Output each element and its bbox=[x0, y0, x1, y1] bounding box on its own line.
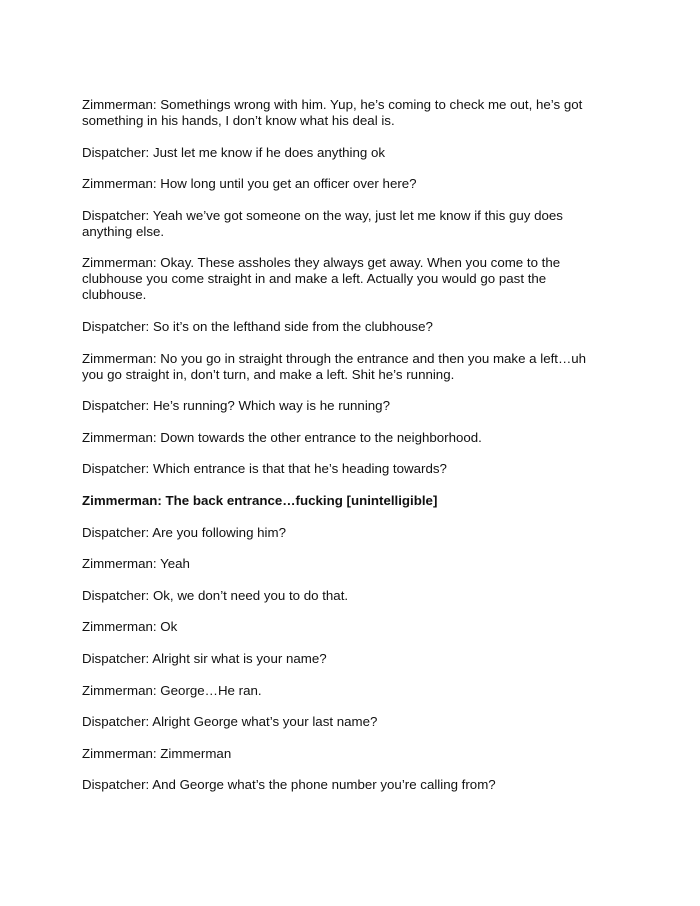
transcript-line: Dispatcher: Ok, we don’t need you to do that. bbox=[82, 587, 349, 603]
transcript-line: Zimmerman: George…He ran. bbox=[82, 682, 262, 698]
transcript-line: Zimmerman: Ok bbox=[82, 619, 178, 635]
transcript-line: Zimmerman: How long until you get an officer over here? bbox=[82, 176, 417, 192]
transcript-line: Dispatcher: Just let me know if he does anything ok bbox=[82, 144, 386, 160]
transcript-line: Dispatcher: So it’s on the lefthand side from the clubhouse? bbox=[82, 318, 433, 334]
transcript-line: Zimmerman: Okay. These assholes they always get away. When you come to the clubhouse you come straight in and make a left. Actually you would go past the clubhouse. bbox=[82, 255, 561, 303]
transcript-line: Zimmerman: Yeah bbox=[82, 556, 190, 572]
transcript-line: Dispatcher: And George what’s the phone number you’re calling from? bbox=[82, 777, 496, 793]
transcript-line: Dispatcher: Yeah we’ve got someone on the way, just let me know if this guy does anything else. bbox=[82, 207, 563, 239]
transcript-line: Zimmerman: No you go in straight through the entrance and then you make a left…uh you go straight in, don’t turn, and make a left. Shit he’s running. bbox=[82, 350, 587, 382]
transcript-line: Zimmerman: Down towards the other entrance to the neighborhood. bbox=[82, 429, 482, 445]
transcript-body bbox=[82, 97, 602, 809]
transcript-line: Dispatcher: Alright George what’s your last name? bbox=[82, 714, 378, 730]
transcript-line: Zimmerman: Zimmerman bbox=[82, 745, 232, 761]
transcript-line: Dispatcher: Which entrance is that that he’s heading towards? bbox=[82, 461, 447, 477]
transcript-line: Dispatcher: Are you following him? bbox=[82, 524, 286, 540]
transcript-line: Dispatcher: He’s running? Which way is he running? bbox=[82, 398, 390, 414]
transcript-line: Zimmerman: Somethings wrong with him. Yup, he’s coming to check me out, he’s got something in his hands, I don’t know what his deal is. bbox=[82, 97, 583, 128]
transcript-line-bold: Zimmerman: The back entrance…fucking [unintelligible] bbox=[82, 492, 438, 508]
transcript-line: Dispatcher: Alright sir what is your name? bbox=[82, 650, 327, 666]
